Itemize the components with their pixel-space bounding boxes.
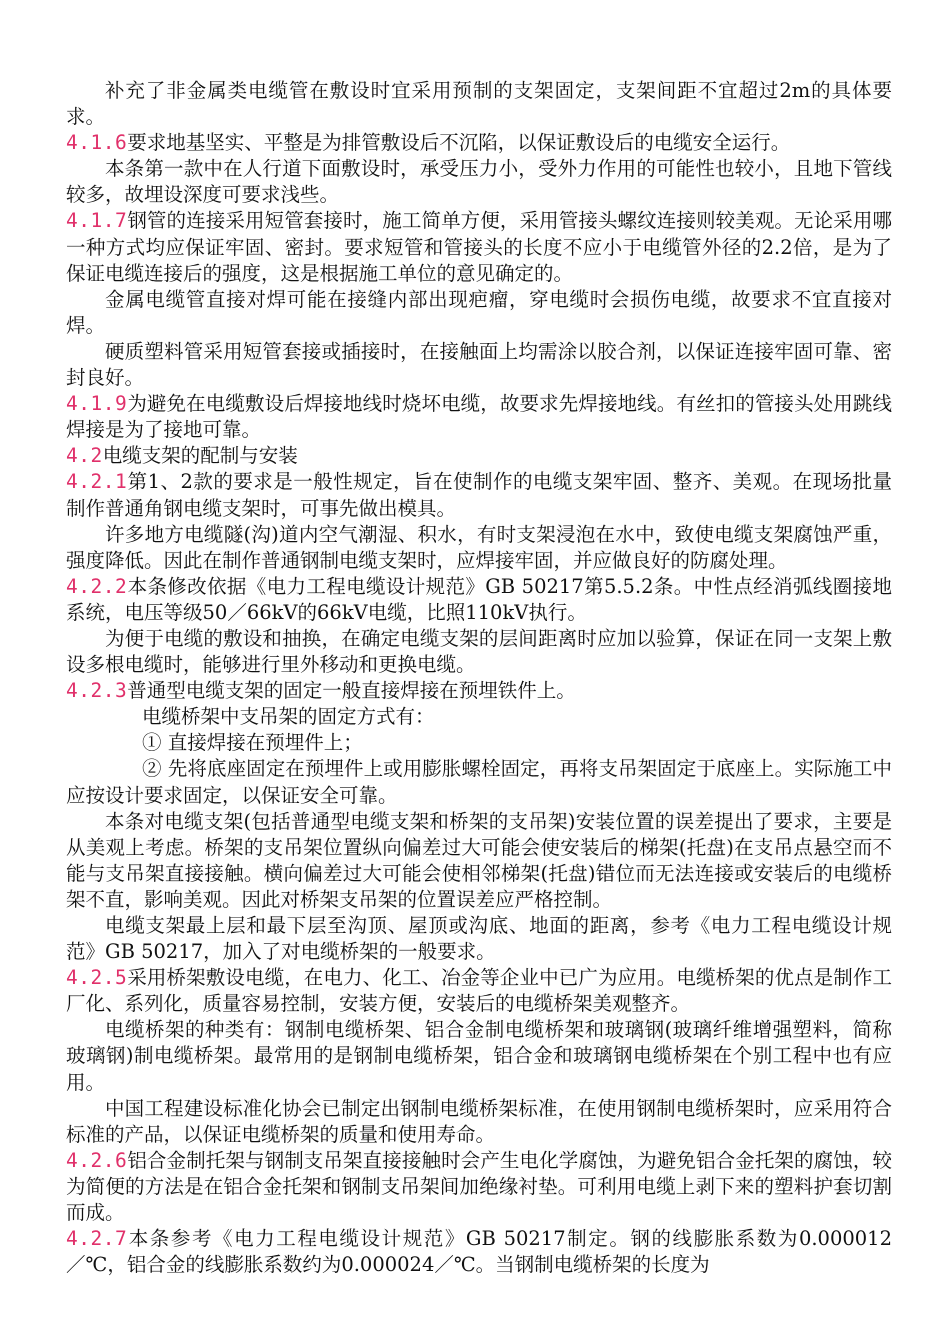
paragraph-text: ② 先将底座固定在预埋件上或用膨胀螺栓固定，再将支吊架固定于底座上。实际施工中应按设计要求固定，以保证安全可靠。 [66, 757, 892, 807]
paragraph-text: 补充了非金属类电缆管在敷设时宜采用预制的支架固定，支架间距不宜超过2m的具体要求。 [66, 79, 892, 129]
paragraph [66, 339, 892, 391]
paragraph-text: 铝合金制托架与钢制支吊架直接接触时会产生电化学腐蚀，为避免铝合金托架的腐蚀，较为简便的方法是在铝合金托架和钢制支吊架间加绝缘衬垫。可利用电缆上剥下来的塑料护套切割而成。 [66, 1148, 892, 1225]
paragraph-text: 第1、2款的要求是一般性规定，旨在使制作的电缆支架牢固、整齐、美观。在现场批量制作普通角钢电缆支架时，可事先做出模具。 [66, 470, 892, 520]
paragraph [66, 156, 892, 208]
list-item [66, 756, 892, 808]
clause-number: 4.2.5 [66, 966, 128, 990]
clause-paragraph [66, 469, 892, 521]
paragraph [66, 1096, 892, 1148]
paragraph-text: 电缆桥架的种类有：钢制电缆桥架、铝合金制电缆桥架和玻璃钢(玻璃纤维增强塑料，简称玻璃钢)制电缆桥架。最常用的是钢制电缆桥架，铝合金和玻璃钢电缆桥架在个别工程中也有应用。 [66, 1018, 892, 1094]
paragraph-text: 钢管的连接采用短管套接时，施工简单方便，采用管接头螺纹连接则较美观。无论采用哪一种方式均应保证牢固、密封。要求短管和管接头的长度不应小于电缆管外径的2.2倍，是为了保证电缆连接后的强度，这是根据施工单位的意见确定的。 [66, 209, 892, 285]
clause-number: 4.2.6 [66, 1148, 128, 1172]
section-number: 4.2 [66, 444, 103, 468]
clause-paragraph [66, 130, 892, 156]
list-item [66, 730, 892, 756]
clause-paragraph [66, 208, 892, 286]
paragraph-text: 硬质塑料管采用短管套接或插接时，在接触面上均需涂以胶合剂，以保证连接牢固可靠、密封良好。 [66, 339, 892, 390]
clause-paragraph [66, 965, 892, 1017]
paragraph [66, 809, 892, 913]
paragraph [66, 1017, 892, 1095]
paragraph-text: 电缆支架最上层和最下层至沟顶、屋顶或沟底、地面的距离，参考《电力工程电缆设计规范》GB 50217，加入了对电缆桥架的一般要求。 [66, 914, 892, 964]
document-body [66, 78, 892, 1278]
paragraph [66, 287, 892, 339]
paragraph [66, 78, 892, 130]
paragraph-text: 许多地方电缆隧(沟)道内空气潮湿、积水，有时支架浸泡在水中，致使电缆支架腐蚀严重，强度降低。因此在制作普通钢制电缆支架时，应焊接牢固，并应做良好的防腐处理。 [66, 522, 892, 572]
clause-paragraph [66, 391, 892, 443]
paragraph-text: 本条对电缆支架(包括普通型电缆支架和桥架的支吊架)安装位置的误差提出了要求，主要是从美观上考虑。桥架的支吊架位置纵向偏差过大可能会使安装后的梯架(托盘)在支吊点悬空而不能与支吊架直接接触。横向偏差过大可能会使相邻梯架(托盘)错位而无法连接或安装后的电缆桥架不直，影响美观。因此对桥架支吊架的位置误差应严格控制。 [66, 809, 892, 911]
clause-number: 4.1.9 [66, 392, 128, 416]
clause-number: 4.2.1 [66, 470, 128, 494]
paragraph-text: 为便于电缆的敷设和抽换，在确定电缆支架的层间距离时应加以验算，保证在同一支架上敷设多根电缆时，能够进行里外移动和更换电缆。 [66, 626, 892, 677]
clause-paragraph [66, 678, 892, 704]
paragraph [66, 522, 892, 574]
paragraph-text: 采用桥架敷设电缆，在电力、化工、冶金等企业中已广为应用。电缆桥架的优点是制作工厂化、系列化，质量容易控制，安装方便，安装后的电缆桥架美观整齐。 [66, 966, 892, 1016]
paragraph-text: 要求地基坚实、平整是为排管敷设后不沉陷，以保证敷设后的电缆安全运行。 [127, 131, 791, 155]
clause-number: 4.2.2 [66, 574, 128, 598]
paragraph-text: 本条第一款中在人行道下面敷设时，承受压力小，受外力作用的可能性也较小，且地下管线较多，故埋设深度可要求浅些。 [66, 157, 892, 207]
clause-paragraph [66, 1226, 892, 1278]
clause-number: 4.2.3 [66, 679, 128, 703]
clause-number: 4.2.7 [66, 1227, 128, 1251]
paragraph-text: 本条参考《电力工程电缆设计规范》GB 50217制定。钢的线膨胀系数为0.000012／℃，铝合金的线膨胀系数约为0.000024／℃。当钢制电缆桥架的长度为 [66, 1227, 892, 1277]
paragraph-text: 电缆桥架中支吊架的固定方式有： [142, 705, 435, 729]
paragraph-text: 中国工程建设标准化协会已制定出钢制电缆桥架标准，在使用钢制电缆桥架时，应采用符合标准的产品，以保证电缆桥架的质量和使用寿命。 [66, 1096, 892, 1146]
paragraph-text: ① 直接焊接在预埋件上； [142, 731, 363, 755]
paragraph-text: 普通型电缆支架的固定一般直接焊接在预埋铁件上。 [127, 679, 576, 703]
paragraph [66, 626, 892, 678]
paragraph-text: 本条修改依据《电力工程电缆设计规范》GB 50217第5.5.2条。中性点经消弧线圈接地系统，电压等级50／66kV的66kV电缆，比照110kV执行。 [66, 574, 892, 624]
paragraph-text: 金属电缆管直接对焊可能在接缝内部出现疤瘤，穿电缆时会损伤电缆，故要求不宜直接对焊。 [66, 287, 892, 337]
section-heading [66, 443, 892, 469]
clause-number: 4.1.7 [66, 209, 128, 233]
section-title: 电缆支架的配制与安装 [102, 444, 298, 468]
sub-paragraph [66, 704, 892, 730]
paragraph-text: 为避免在电缆敷设后焊接地线时烧坏电缆，故要求先焊接地线。有丝扣的管接头处用跳线焊接是为了接地可靠。 [66, 392, 892, 442]
clause-number: 4.1.6 [66, 131, 128, 155]
clause-paragraph [66, 574, 892, 626]
paragraph [66, 913, 892, 965]
clause-paragraph [66, 1148, 892, 1226]
